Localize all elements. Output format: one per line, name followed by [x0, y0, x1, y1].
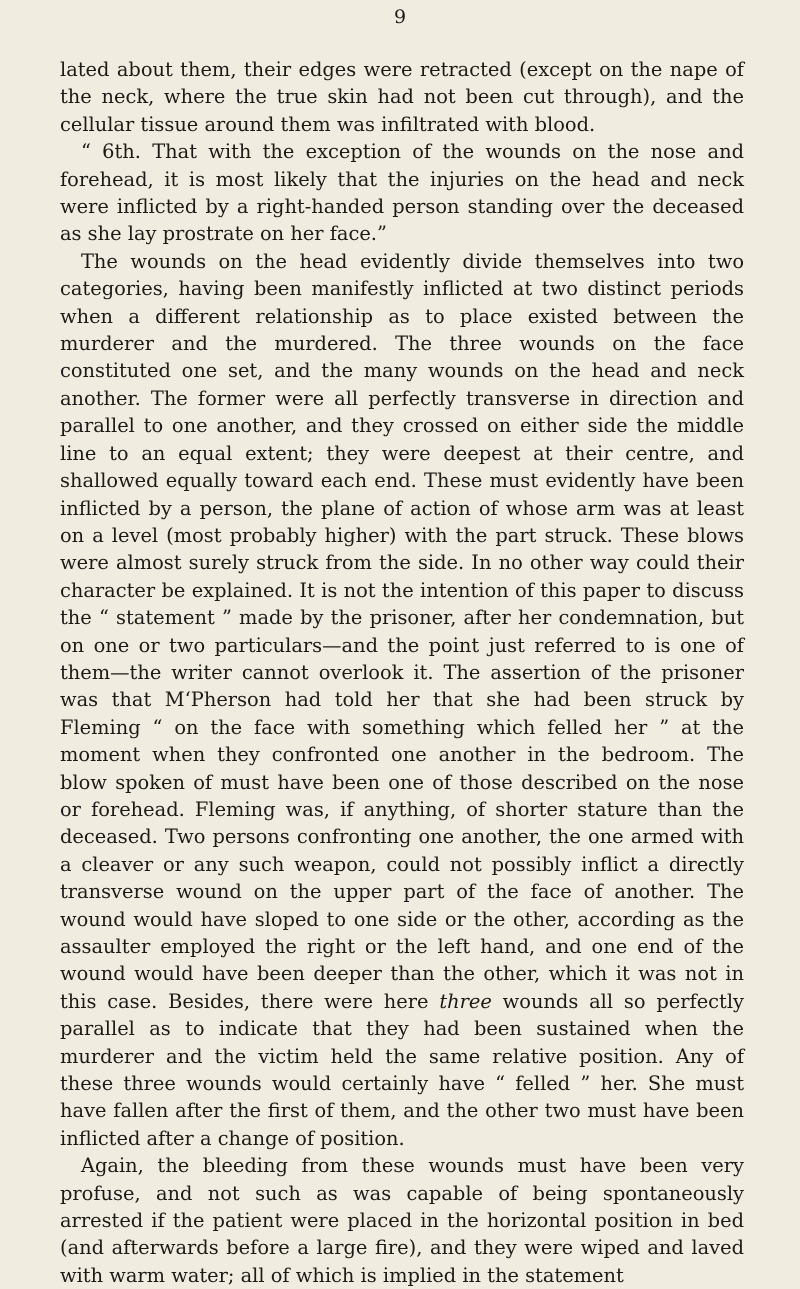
paragraph-wound-analysis: [60, 248, 744, 1152]
page-number: 9: [393, 6, 407, 28]
paragraph-quoted-finding: “ 6th. That with the exception of the wounds on the nose and forehead, it is most likely that the injuries on the head and neck were inflicted by a right-handed person standing over the deceased as she lay prostrate on her face.”: [60, 140, 744, 246]
paragraph-wound-analysis-tail: wounds all so perfectly parallel as to indicate that they had been sustained when the murderer and the victim held the same relative position. Any of these three wounds would certainly have “ felled ” her. She must have fallen after the first of them, and the other two must have been inflicted after a change of position.: [60, 989, 744, 1150]
emphasis-three: three: [439, 989, 492, 1013]
paragraph-wound-analysis-text: The wounds on the head evidently divide themselves into two categories, having been manifestly inflicted at two distinct periods when a different relationship as to place existed between the murderer and the murdered. The three wounds on the face constituted one set, and the many wounds on the head and neck another. The former were all perfectly transverse in direction and parallel to one another, and they crossed on either side the middle line to an equal extent; they were deepest at their centre, and shallowed equally toward each end. These must evidently have been inflicted by a person, the plane of action of whose arm was at least on a level (most probably higher) with the part struck. These blows were almost surely struck from the side. In no other way could their character be explained. It is not the intention of this paper to discuss the “ statement ” made by the prisoner, after her condemnation, but on one or two particulars—and the point just referred to is one of them—the writer cannot overlook it. The assertion of the prisoner was that M‘Pherson had told her that she had been struck by Fleming “ on the face with something which felled her ” at the moment when they confronted one another in the bedroom. The blow spoken of must have been one of those described on the nose or forehead. Fleming was, if anything, of shorter stature than the deceased. Two persons confronting one another, the one armed with a cleaver or any such weapon, could not possibly inflict a directly transverse wound on the upper part of the face of another. The wound would have sloped to one side or the other, according as the assaulter employed the right or the left hand, and one end of the wound would have been deeper than the other, which it was not in this case. Besides, there were here: [60, 249, 744, 1013]
paragraph-bleeding: Again, the bleeding from these wounds must have been very profuse, and not such as was capable of being spontaneously arrested if the patient were placed in the horizontal position in bed (and afterwards before a large fire), and they were wiped and laved with warm water; all of which is implied in the statement: [60, 1154, 744, 1287]
body-text: [60, 56, 744, 1289]
paragraph-continuation: lated about them, their edges were retracted (except on the nape of the neck, where the true skin had not been cut through), and the cellular tissue around them was infiltrated with blood.: [60, 58, 744, 136]
